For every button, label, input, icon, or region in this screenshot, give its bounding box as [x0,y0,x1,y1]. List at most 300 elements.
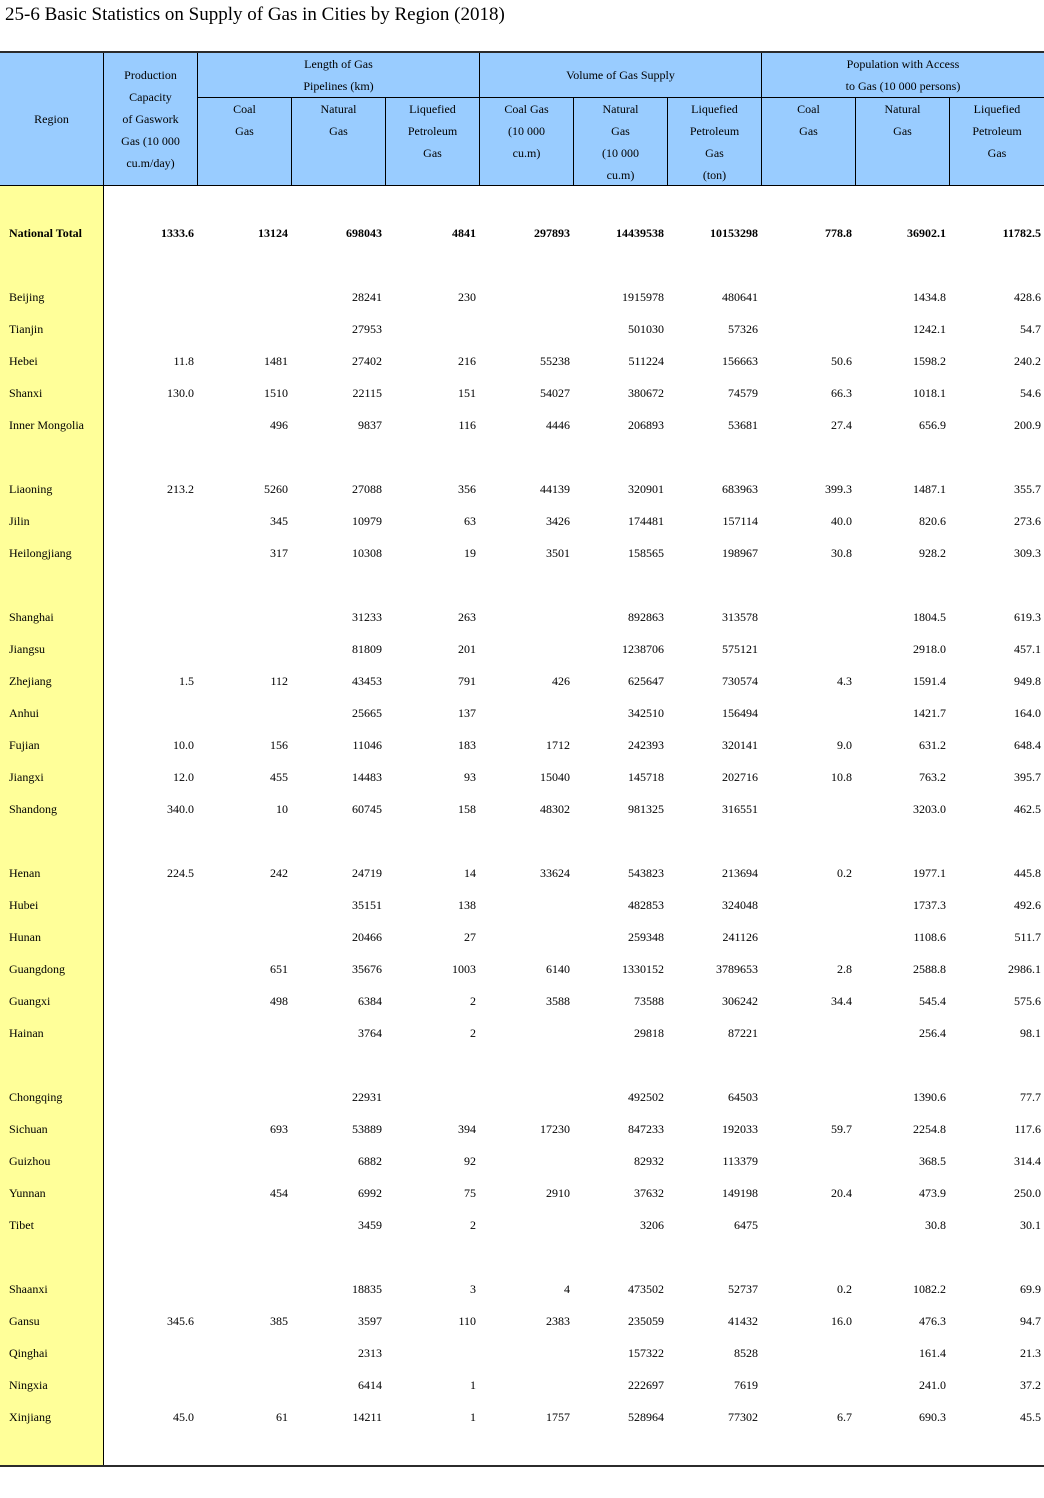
value-cell: 63 [464,514,476,528]
header-population-natural [856,98,949,185]
header-line: Coal [797,102,820,116]
header-divider [385,97,386,185]
table-row [0,1017,1044,1049]
value-cell: 206893 [628,418,664,432]
value-cell [97,953,194,985]
value-cell: 10 [276,802,288,816]
value-cell: 3588 [546,994,570,1008]
header-divider [855,97,856,185]
value-cell: 1757 [546,1410,570,1424]
value-cell: 1018.1 [913,386,946,400]
region-name: Jilin [9,514,30,528]
value-cell: 356 [458,482,476,496]
value-cell: 156494 [722,706,758,720]
value-cell: 44139 [540,482,570,496]
value-cell: 473.9 [919,1186,946,1200]
value-cell: 2.8 [837,962,852,976]
value-cell: 619.3 [1014,610,1041,624]
value-cell: 53681 [728,418,758,432]
value-cell: 45.5 [1020,1410,1041,1424]
value-cell: 4 [564,1282,570,1296]
region-name: Yunnan [9,1186,46,1200]
value-cell [97,1017,194,1049]
bottom-rule [0,1465,1044,1467]
header-line: Petroleum [972,124,1022,138]
table-row [0,601,1044,633]
value-cell [191,1209,288,1241]
value-cell: 66.3 [831,386,852,400]
value-cell: 6414 [358,1378,382,1392]
header-line: Population with Access [846,57,960,71]
header-line: Production [124,68,177,82]
value-cell: 380672 [628,386,664,400]
value-cell [473,313,570,345]
value-cell: 1481 [264,354,288,368]
value-cell [97,313,194,345]
region-name: Anhui [9,706,39,720]
value-cell: 156 [270,738,288,752]
header-population-lpg [950,98,1044,185]
value-cell [191,1369,288,1401]
header-pipelines-lpg [386,98,479,185]
header-divider [103,53,104,185]
value-cell [97,409,194,441]
value-cell: 698043 [346,226,382,240]
value-cell: 1 [470,1378,476,1392]
value-cell [473,1337,570,1369]
value-cell: 15040 [540,770,570,784]
value-cell: 36902.1 [907,226,946,240]
value-cell: 501030 [628,322,664,336]
table-row [0,537,1044,569]
value-cell: 3206 [640,1218,664,1232]
header-line: Gas [799,124,818,138]
value-cell [191,1145,288,1177]
value-cell [191,1273,288,1305]
value-cell [97,633,194,665]
value-cell: 242 [270,866,288,880]
region-name: Guangdong [9,962,65,976]
value-cell: 74579 [728,386,758,400]
value-cell [97,1369,194,1401]
region-name: Shanxi [9,386,43,400]
value-cell: 34.4 [831,994,852,1008]
value-cell: 145718 [628,770,664,784]
value-cell: 192033 [722,1122,758,1136]
value-cell: 3459 [358,1218,382,1232]
value-cell: 130.0 [167,386,194,400]
value-cell: 40.0 [831,514,852,528]
value-cell: 20466 [352,930,382,944]
value-cell: 92 [464,1154,476,1168]
region-name: Jiangsu [9,642,45,656]
value-cell [379,313,476,345]
value-cell: 20.4 [831,1186,852,1200]
value-cell [97,921,194,953]
value-cell [97,1081,194,1113]
value-cell [191,889,288,921]
value-cell: 35676 [352,962,382,976]
value-cell: 2986.1 [1008,962,1041,976]
value-cell [191,1337,288,1369]
value-cell: 1003 [452,962,476,976]
value-cell: 77.7 [1020,1090,1041,1104]
header-production-capacity [104,53,197,185]
value-cell: 174481 [628,514,664,528]
region-name: Hebei [9,354,38,368]
header-line: Gas [893,124,912,138]
value-cell: 250.0 [1014,1186,1041,1200]
value-cell: 791 [458,674,476,688]
value-cell [97,1145,194,1177]
table-header [0,53,1044,186]
value-cell: 54.7 [1020,322,1041,336]
value-cell: 7619 [734,1378,758,1392]
value-cell: 87221 [728,1026,758,1040]
value-cell: 3501 [546,546,570,560]
value-cell: 235059 [628,1314,664,1328]
header-line: Liquefied [973,102,1021,116]
header-line: cu.m) [512,146,541,160]
value-cell: 50.6 [831,354,852,368]
value-cell: 445.8 [1014,866,1041,880]
value-cell: 54027 [540,386,570,400]
value-cell: 14211 [352,1410,382,1424]
region-name: Shanghai [9,610,54,624]
header-volume-natural [574,98,667,185]
header-line: Liquefied [691,102,738,116]
table-row [0,857,1044,889]
table-row [0,729,1044,761]
value-cell: 164.0 [1014,706,1041,720]
value-cell: 6475 [734,1218,758,1232]
value-cell: 2918.0 [913,642,946,656]
value-cell: 528964 [628,1410,664,1424]
value-cell: 2 [470,1218,476,1232]
value-cell: 27 [464,930,476,944]
value-cell [755,601,852,633]
value-cell: 256.4 [919,1026,946,1040]
value-cell [191,633,288,665]
value-cell: 8528 [734,1346,758,1360]
value-cell: 1333.6 [161,226,194,240]
header-line: Volume of Gas Supply [566,68,675,82]
region-name: Gansu [9,1314,40,1328]
value-cell [755,793,852,825]
value-cell: 53889 [352,1122,382,1136]
value-cell: 313578 [722,610,758,624]
value-cell: 157114 [722,514,758,528]
value-cell: 297893 [534,226,570,240]
value-cell: 242393 [628,738,664,752]
value-cell: 482853 [628,898,664,912]
header-volume-lpg [668,98,761,185]
header-line: Capacity [129,90,172,104]
value-cell: 1082.2 [913,1282,946,1296]
value-cell: 0.2 [837,1282,852,1296]
value-cell: 3764 [358,1026,382,1040]
value-cell: 81809 [352,642,382,656]
table-row [0,697,1044,729]
header-line: Gas [423,146,442,160]
header-line: to Gas (10 000 persons) [845,79,961,93]
table-row [0,889,1044,921]
value-cell: 4841 [452,226,476,240]
value-cell: 1108.6 [913,930,946,944]
value-cell: 480641 [722,290,758,304]
value-cell: 198967 [722,546,758,560]
value-cell: 17230 [540,1122,570,1136]
table-row [0,1081,1044,1113]
table-row [0,1145,1044,1177]
header-line: Pipelines (km) [303,79,374,93]
region-name: Liaoning [9,482,53,496]
value-cell: 161.4 [919,1346,946,1360]
value-cell: 2 [470,994,476,1008]
value-cell [755,889,852,921]
value-cell [755,1017,852,1049]
value-cell [755,281,852,313]
value-cell: 59.7 [831,1122,852,1136]
header-volume-group [480,53,761,97]
value-cell: 1915978 [622,290,664,304]
value-cell: 241126 [722,930,758,944]
value-cell: 492502 [628,1090,664,1104]
value-cell: 28241 [352,290,382,304]
value-cell: 1977.1 [913,866,946,880]
value-cell: 73588 [634,994,664,1008]
value-cell: 137 [458,706,476,720]
value-cell [97,505,194,537]
table-row [0,313,1044,345]
table-row [0,1369,1044,1401]
value-cell: 158565 [628,546,664,560]
table-row [0,409,1044,441]
value-cell: 3 [470,1282,476,1296]
value-cell: 27.4 [831,418,852,432]
region-name: Sichuan [9,1122,48,1136]
table-row [0,1401,1044,1433]
value-cell [191,1017,288,1049]
header-line: Natural [602,102,639,116]
value-cell: 395.7 [1014,770,1041,784]
header-line: Gas [235,124,254,138]
value-cell: 6992 [358,1186,382,1200]
header-line: (ton) [702,168,727,182]
header-line: (10 000 [507,124,545,138]
value-cell [97,1209,194,1241]
header-divider [197,53,198,185]
value-cell: 476.3 [919,1314,946,1328]
value-cell: 498 [270,994,288,1008]
value-cell: 1421.7 [913,706,946,720]
value-cell: 43453 [352,674,382,688]
value-cell [755,697,852,729]
value-cell: 240.2 [1014,354,1041,368]
region-name: Shaanxi [9,1282,48,1296]
header-line: Gas (10 000 [121,134,180,148]
value-cell: 149198 [722,1186,758,1200]
value-cell: 19 [464,546,476,560]
value-cell: 2313 [358,1346,382,1360]
value-cell [755,1337,852,1369]
region-name: Hainan [9,1026,44,1040]
value-cell: 820.6 [919,514,946,528]
value-cell: 55238 [540,354,570,368]
value-cell [191,697,288,729]
value-cell: 892863 [628,610,664,624]
value-cell: 116 [458,418,476,432]
value-cell: 93 [464,770,476,784]
value-cell: 10153298 [710,226,758,240]
table-row [0,505,1044,537]
table-row [0,921,1044,953]
value-cell: 52737 [728,1282,758,1296]
value-cell [473,1209,570,1241]
value-cell: 496 [270,418,288,432]
value-cell: 5260 [264,482,288,496]
header-divider [479,53,480,185]
value-cell: 37.2 [1020,1378,1041,1392]
value-cell [755,921,852,953]
value-cell: 112 [270,674,288,688]
value-cell [97,601,194,633]
value-cell: 2254.8 [913,1122,946,1136]
value-cell: 3203.0 [913,802,946,816]
value-cell: 183 [458,738,476,752]
value-cell: 394 [458,1122,476,1136]
value-cell: 693 [270,1122,288,1136]
header-divider [949,97,950,185]
value-cell: 6882 [358,1154,382,1168]
value-cell: 263 [458,610,476,624]
value-cell: 1242.1 [913,322,946,336]
header-line: Gas [611,124,630,138]
header-divider [291,97,292,185]
value-cell: 2 [470,1026,476,1040]
value-cell: 12.0 [173,770,194,784]
table-row [0,1113,1044,1145]
value-cell: 241.0 [919,1378,946,1392]
value-cell [97,281,194,313]
value-cell: 61 [276,1410,288,1424]
value-cell: 57326 [728,322,758,336]
value-cell: 14483 [352,770,382,784]
table-row [0,377,1044,409]
header-line: Gas [329,124,348,138]
value-cell [755,313,852,345]
value-cell: 77302 [728,1410,758,1424]
value-cell: 27088 [352,482,382,496]
header-line: cu.m/day) [126,156,175,170]
value-cell: 75 [464,1186,476,1200]
value-cell [97,1337,194,1369]
value-cell: 981325 [628,802,664,816]
value-cell: 455 [270,770,288,784]
value-cell: 545.4 [919,994,946,1008]
value-cell: 778.8 [825,226,852,240]
value-cell: 213694 [722,866,758,880]
region-name: Chongqing [9,1090,63,1104]
value-cell: 222697 [628,1378,664,1392]
region-name: National Total [9,226,83,240]
value-cell [473,921,570,953]
value-cell: 202716 [722,770,758,784]
value-cell: 309.3 [1014,546,1041,560]
value-cell [473,1017,570,1049]
value-cell: 631.2 [919,738,946,752]
region-name: Guizhou [9,1154,51,1168]
value-cell: 457.1 [1014,642,1041,656]
value-cell: 3597 [358,1314,382,1328]
value-cell: 113379 [722,1154,758,1168]
value-cell: 35151 [352,898,382,912]
region-name: Tibet [9,1218,34,1232]
value-cell: 158 [458,802,476,816]
header-divider [761,53,762,185]
value-cell: 151 [458,386,476,400]
value-cell [473,1145,570,1177]
value-cell: 94.7 [1020,1314,1041,1328]
value-cell: 24719 [352,866,382,880]
header-line: Gas [705,146,724,160]
table-row [0,1273,1044,1305]
table-row [0,633,1044,665]
value-cell: 30.8 [831,546,852,560]
value-cell: 1487.1 [913,482,946,496]
value-cell: 385 [270,1314,288,1328]
value-cell: 306242 [722,994,758,1008]
header-line: Petroleum [407,124,458,138]
value-cell: 763.2 [919,770,946,784]
value-cell: 345 [270,514,288,528]
value-cell: 683963 [722,482,758,496]
value-cell: 462.5 [1014,802,1041,816]
value-cell: 157322 [628,1346,664,1360]
value-cell: 1598.2 [913,354,946,368]
value-cell [191,313,288,345]
region-name: Heilongjiang [9,546,72,560]
table-row [0,1337,1044,1369]
value-cell: 1.5 [179,674,194,688]
value-cell [191,1081,288,1113]
value-cell: 3426 [546,514,570,528]
header-line: Coal [233,102,256,116]
value-cell: 625647 [628,674,664,688]
value-cell: 2910 [546,1186,570,1200]
value-cell: 11046 [352,738,382,752]
header-pipelines-group [198,53,479,97]
value-cell: 1737.3 [913,898,946,912]
value-cell: 575121 [722,642,758,656]
region-name: Qinghai [9,1346,48,1360]
value-cell: 30.1 [1020,1218,1041,1232]
value-cell: 156663 [722,354,758,368]
header-divider [197,97,1044,98]
value-cell: 314.4 [1014,1154,1041,1168]
table-row [0,953,1044,985]
value-cell: 648.4 [1014,738,1041,752]
value-cell: 3789653 [716,962,758,976]
value-cell: 216 [458,354,476,368]
table-row [0,985,1044,1017]
value-cell: 138 [458,898,476,912]
value-cell: 543823 [628,866,664,880]
region-name: Xinjiang [9,1410,51,1424]
header-pipelines-natural [292,98,385,185]
value-cell: 949.8 [1014,674,1041,688]
value-cell: 847233 [628,1122,664,1136]
